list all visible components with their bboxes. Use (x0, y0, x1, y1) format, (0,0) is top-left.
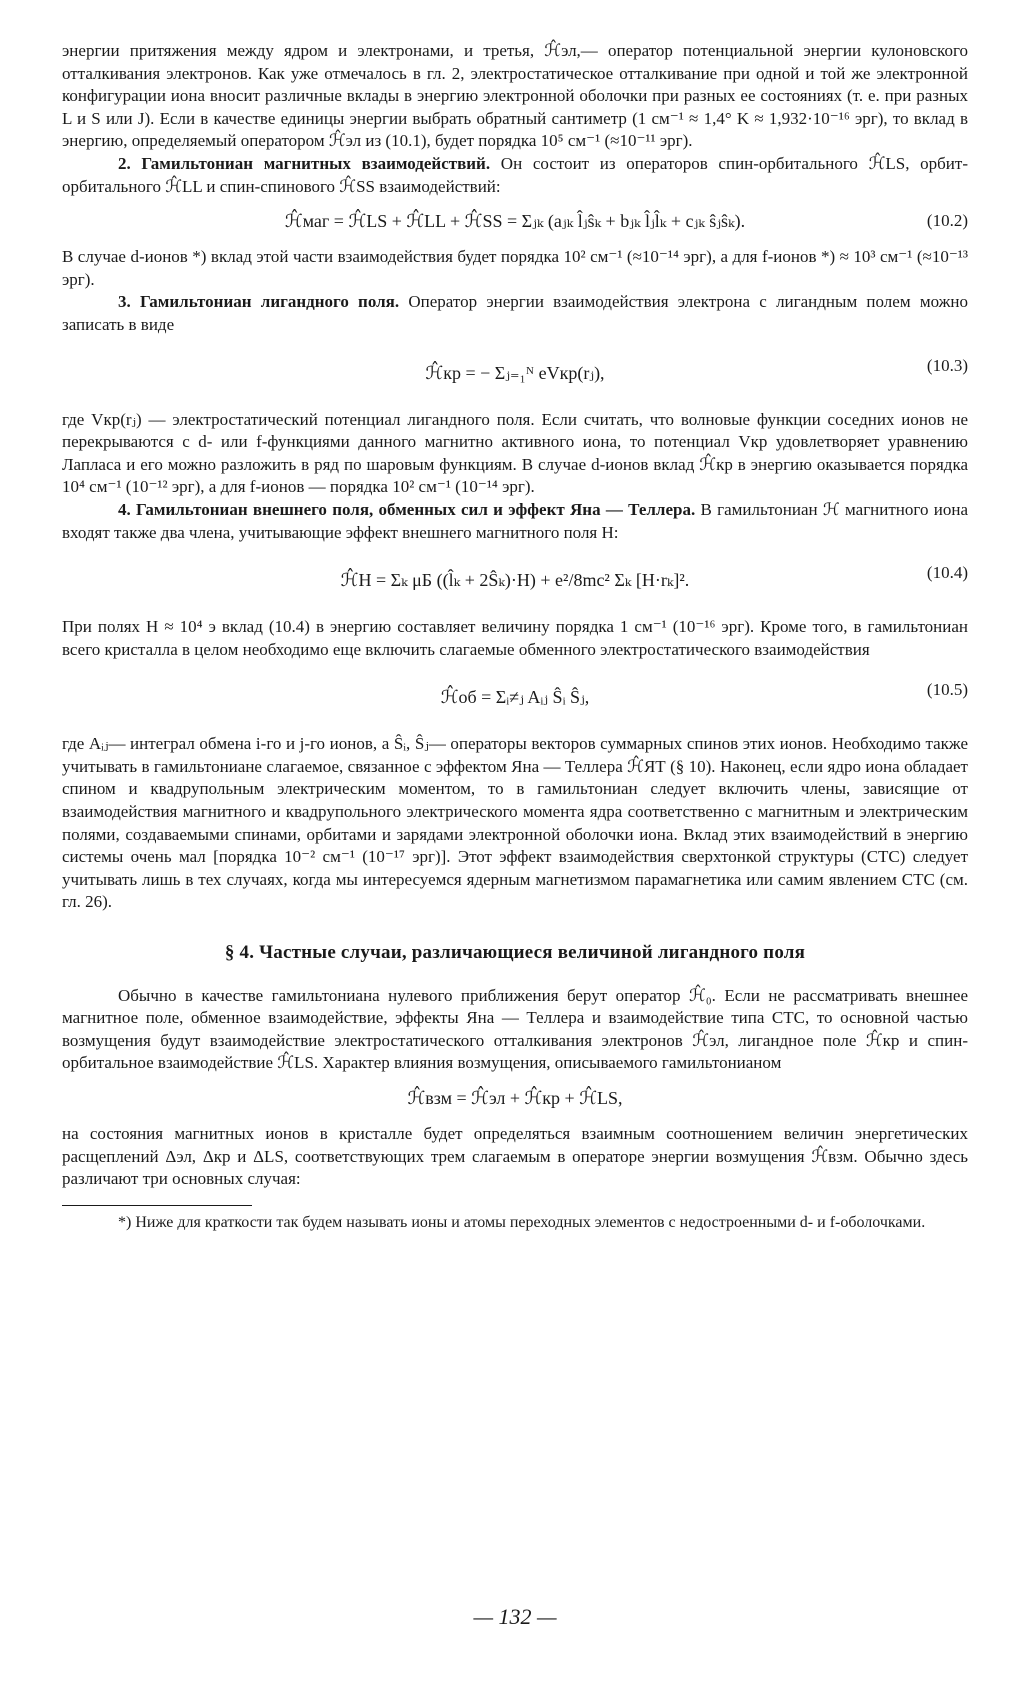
paragraph-text: В гамильтониан ℋ магнитного иона входят также два члена, учитывающие эффект внешнего магнитного поля H: (62, 499, 968, 542)
paragraph-fields: При полях H ≈ 10⁴ э вклад (10.4) в энергию составляет величину порядка 1 см⁻¹ (10⁻¹⁶ эрг). Кроме того, в гамильтониан всего кристалла в целом необходимо еще включить слагаемые обменного электростатического взаимодействия (62, 617, 968, 659)
paragraph-d-ions: В случае d-ионов *) вклад этой части взаимодействия будет порядка 10² см⁻¹ (≈10⁻¹⁴ эрг), а для f-ионов *) ≈ 10³ см⁻¹ (≈10⁻¹³ эрг). (62, 247, 968, 289)
equation-perturbation (62, 1083, 968, 1113)
footnote: *) Ниже для краткости так будем называть ионы и атомы переходных элементов с недостроенными d- и f-оболочками. (118, 1213, 926, 1231)
equation-10-2 (62, 206, 968, 236)
paragraph-potential: где Vкр(rⱼ) — электростатический потенциал лигандного поля. Если считать, что волновые функции соседних ионов не перекрываются с d- или f-функциями данного магнитно активного иона, то потенциал Vкр удовлетворяет уравнению Лапласа и его можно разложить в ряд по шаровым функциям. В случае d-ионов вклад ℋ̂кр в энергию оказывается порядка 10⁴ см⁻¹ (10⁻¹² эрг), а для f-ионов — порядка 10² см⁻¹ (10⁻¹⁴ эрг). (62, 409, 968, 497)
equation-number: (10.3) (926, 355, 968, 375)
page-content (62, 40, 968, 1629)
equation-number: (10.5) (926, 680, 968, 700)
paragraph-text: Он состоит из операторов спин-орбитального ℋ̂LS, орбит-орбитального ℋ̂LL и спин-спинового ℋ̂SS взаимодействий: (62, 153, 968, 196)
paragraph-text: Оператор энергии взаимодействия электрона с лигандным полем можно записать в виде (62, 292, 968, 334)
equation-body: ℋ̂об = Σᵢ≠ⱼ Aᵢⱼ Ŝᵢ Ŝⱼ, (440, 687, 590, 708)
equation-10-5 (62, 675, 968, 719)
equation-10-3 (62, 351, 968, 395)
equation-body: ℋ̂маг = ℋ̂LS + ℋ̂LL + ℋ̂SS = Σⱼₖ (aⱼₖ l̂ⱼŝₖ + bⱼₖ l̂ⱼl̂ₖ + cⱼₖ ŝⱼŝₖ). (284, 211, 746, 232)
paragraph-ligand (62, 291, 968, 336)
paragraph-lead: 4. Гамильтониан внешнего поля, обменных сил и эффект Яна — Теллера. (118, 499, 696, 519)
paragraph-lead: 3. Гамильтониан лигандного поля. (118, 292, 400, 312)
equation-10-4 (62, 558, 968, 602)
equation-number: (10.2) (926, 211, 968, 231)
footnote-divider (62, 1205, 252, 1206)
paragraph-external-field (62, 499, 968, 544)
equation-number: (10.4) (926, 563, 968, 583)
paragraph-zero-approx: Обычно в качестве гамильтониана нулевого приближения берут оператор ℋ̂₀. Если не рассматривать внешнее магнитное поле, обменное взаимодействие, эффекты Яна — Теллера и взаимодействие типа СТС, то основной частью возмущения будут взаимодействие электростатического отталкивания электронов ℋ̂эл, лигандное поле ℋ̂кр и спин-орбитальное взаимодействие ℋ̂LS. Характер влияния возмущения, описываемого гамильтонианом (62, 985, 968, 1073)
paragraph-cases: на состояния магнитных ионов в кристалле будет определяться взаимным соотношением величин энергетических расщеплений Δэл, Δкр и ΔLS, соответствующих трем слагаемым в операторе энергии возмущения ℋ̂взм. Обычно здесь различают три основных случая: (62, 1124, 968, 1189)
paragraph-lead: 2. Гамильтониан магнитных взаимодействий. (118, 153, 491, 173)
page-number: — 132 — (473, 1604, 557, 1629)
equation-body: ℋ̂H = Σₖ μБ ((l̂ₖ + 2Ŝₖ)·H) + e²/8mc² Σₖ [H·rₖ]². (340, 570, 690, 591)
equation-body: ℋ̂кр = − Σⱼ₌₁ᴺ eVкр(rⱼ), (425, 362, 605, 383)
equation-body: ℋ̂взм = ℋ̂эл + ℋ̂кр + ℋ̂LS, (407, 1088, 623, 1108)
paragraph-magnetic (62, 153, 968, 198)
paragraph-exchange: где Aᵢⱼ— интеграл обмена i-го и j-го ионов, а Ŝᵢ, Ŝⱼ— операторы векторов суммарных спинов этих ионов. Необходимо также учитывать в гамильтониане слагаемое, связанное с эффектом Яна — Теллера ℋ̂ЯТ (§ 10). Наконец, если ядро иона обладает спином и квадрупольным электрическим моментом, то в гамильтониан следует включить члены, зависящие от взаимодействия магнитного и квадрупольного электрического момента ядра соответственно с магнитным и электрическим полями, создаваемыми спинами, орбитами и зарядами электронной оболочки иона. Вклад этих взаимодействий в энергию системы очень мал [порядка 10⁻² см⁻¹ (10⁻¹⁷ эрг)]. Этот эффект взаимодействия сверхтонкой структуры (СТС) следует учитывать лишь в тех случаях, когда мы интересуемся ядерным магнетизмом парамагнетика или самим явлением СТС (см. гл. 26). (62, 734, 968, 912)
paragraph-intro: энергии притяжения между ядром и электронами, и третья, ℋ̂эл,— оператор потенциальной энергии кулоновского отталкивания электронов. Как уже отмечалось в гл. 2, электростатическое отталкивание при одной и той же электронной конфигурации иона вносит различные вклады в энергию электронной оболочки при разных ее состояниях (т. е. при разных L и S или J). Если в качестве единицы энергии выбрать обратный сантиметр (1 см⁻¹ ≈ 1,4° K ≈ 1,932·10⁻¹⁶ эрг), то вклад в энергию, определяемый оператором ℋ̂эл из (10.1), будет порядка 10⁵ см⁻¹ (≈10⁻¹¹ эрг). (62, 41, 968, 151)
section-heading: § 4. Частные случаи, различающиеся величиной лигандного поля (224, 942, 806, 964)
